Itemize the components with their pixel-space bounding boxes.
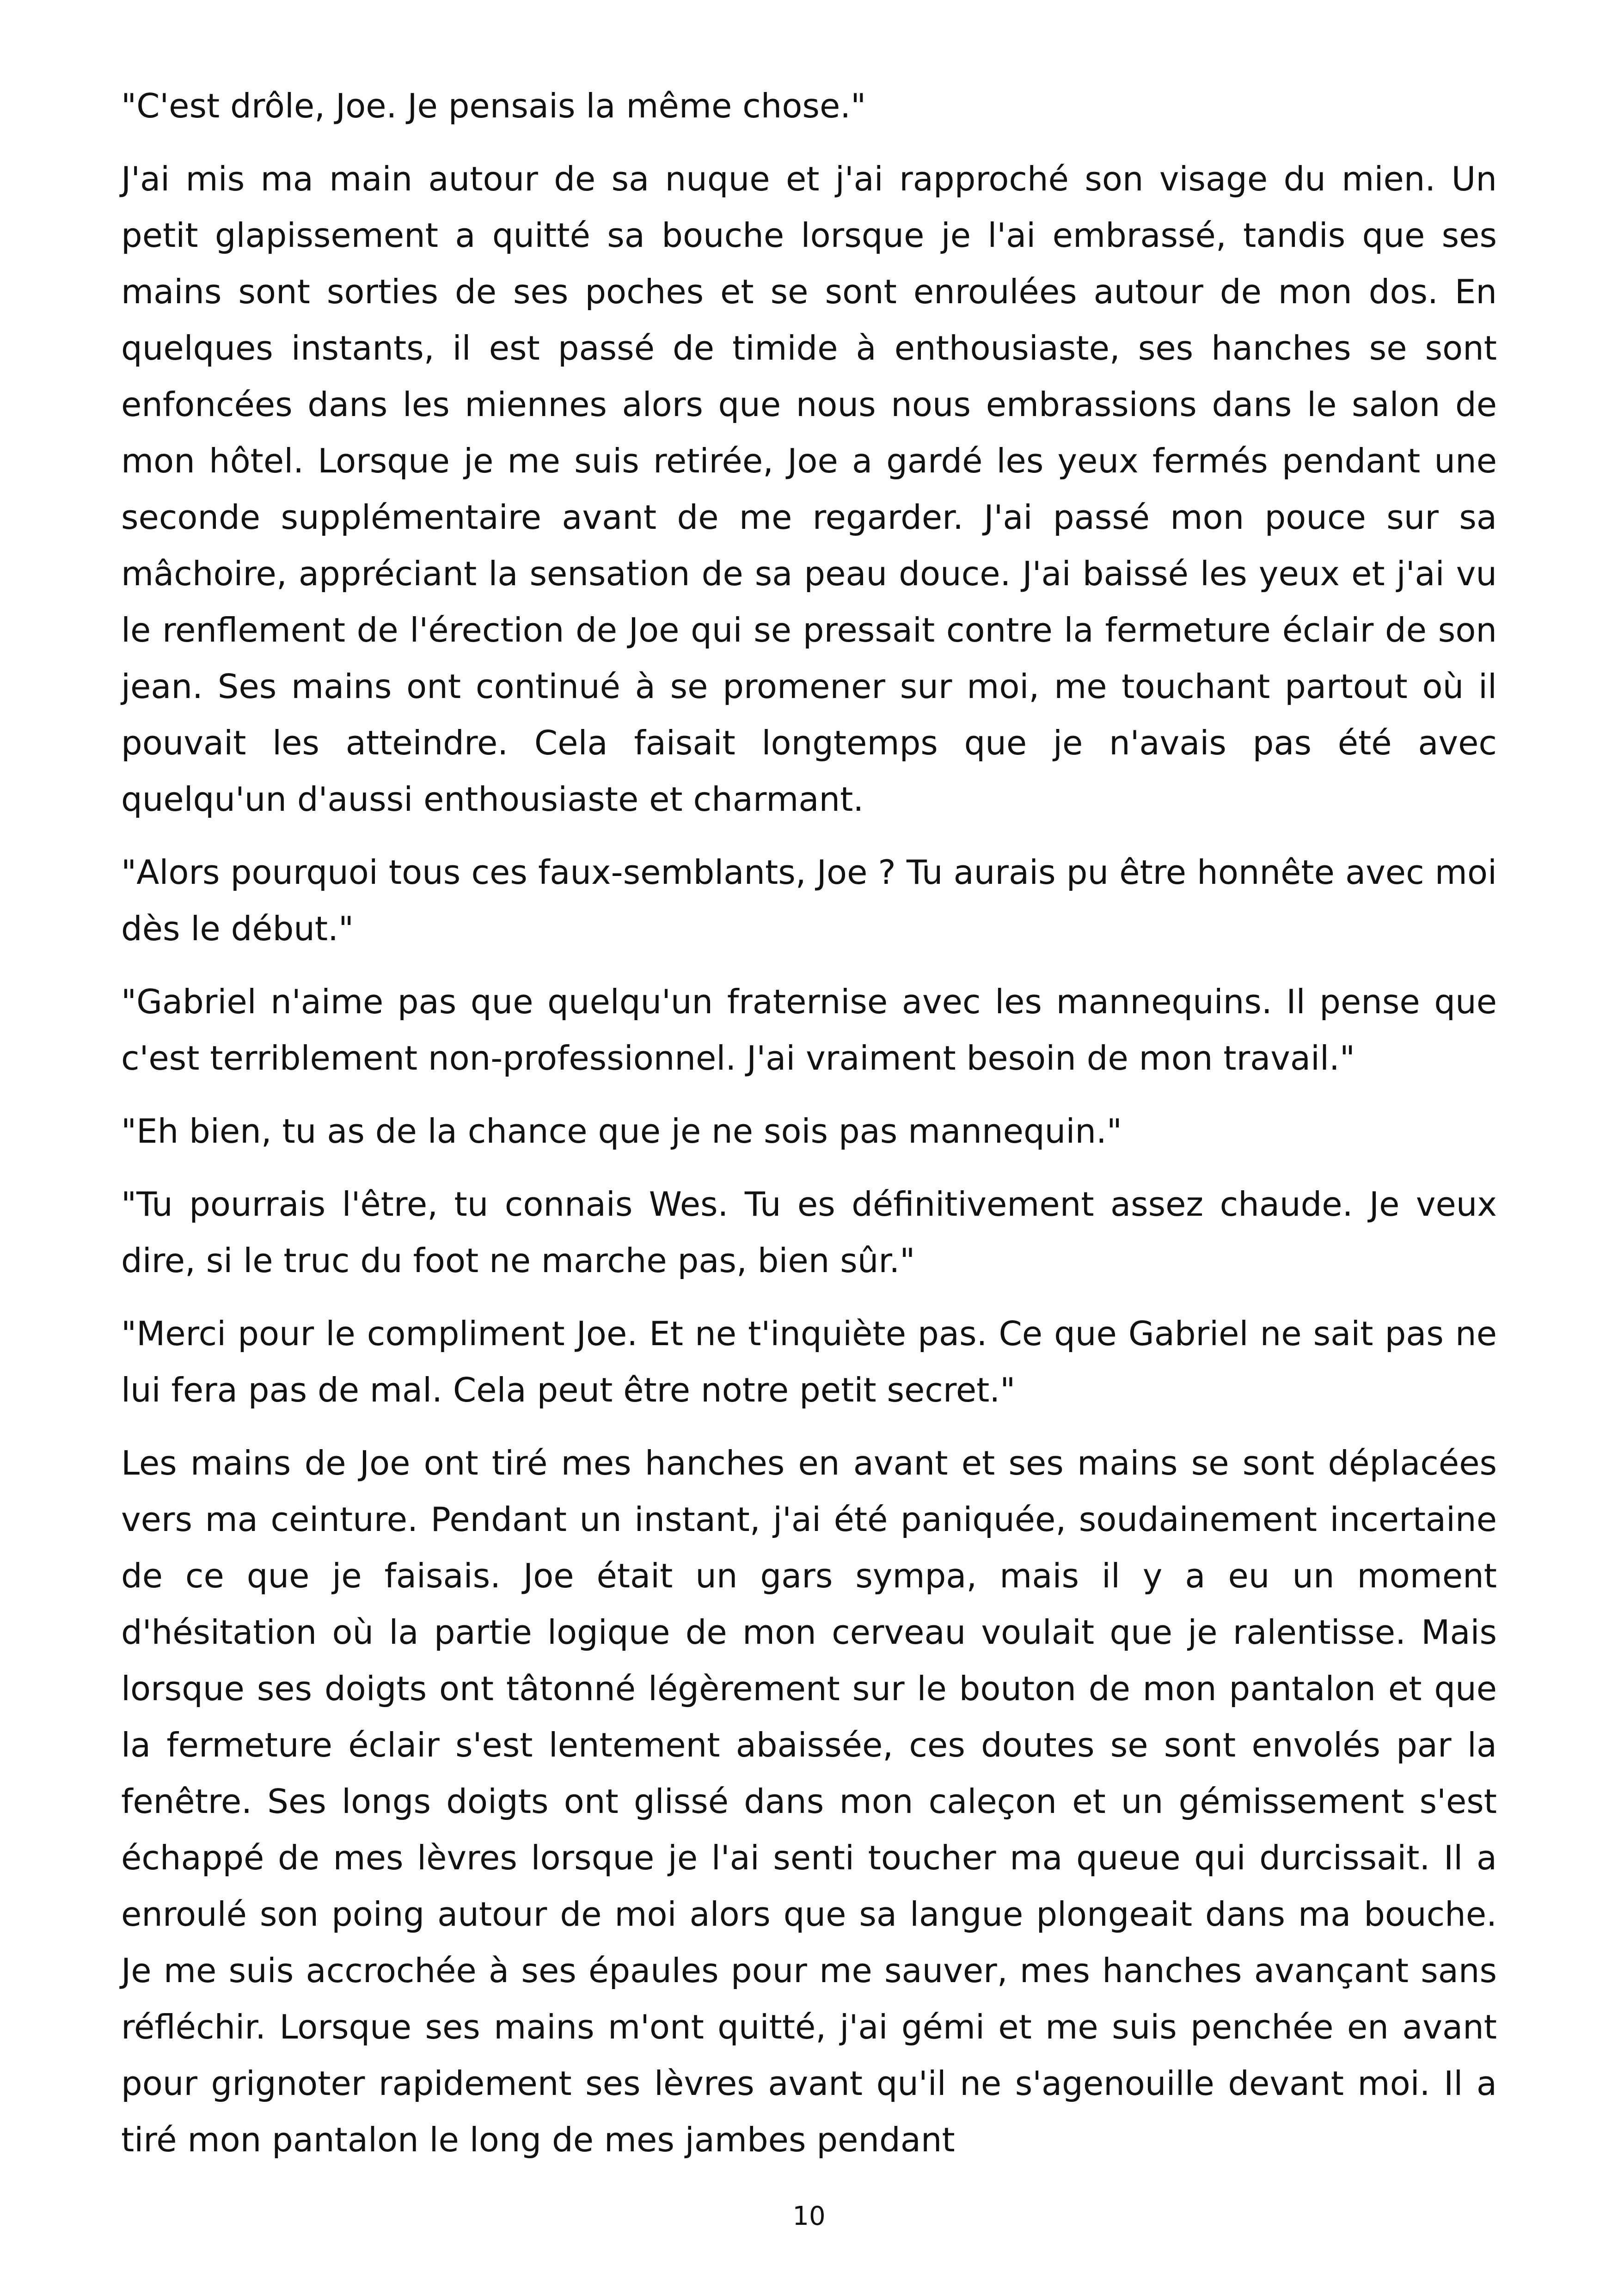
page-number: 10 (792, 2201, 826, 2231)
paragraph: "Merci pour le compliment Joe. Et ne t'inquiète pas. Ce que Gabriel ne sait pas ne lui fera pas de mal. Cela peut être notre petit secret." (121, 1314, 1497, 1409)
body-text (121, 78, 1497, 2185)
paragraph: "Eh bien, tu as de la chance que je ne sois pas mannequin." (121, 1112, 1122, 1151)
paragraph: "C'est drôle, Joe. Je pensais la même chose." (121, 86, 866, 125)
paragraph: "Alors pourquoi tous ces faux-semblants, Joe ? Tu aurais pu être honnête avec moi dès le début." (121, 853, 1497, 948)
paragraph: "Gabriel n'aime pas que quelqu'un fraternise avec les mannequins. Il pense que c'est terriblement non-professionnel. J'ai vraiment besoin de mon travail." (121, 982, 1497, 1078)
paragraph: "Tu pourrais l'être, tu connais Wes. Tu es définitivement assez chaude. Je veux dire, si le truc du foot ne marche pas, bien sûr." (121, 1185, 1497, 1280)
paragraph: Les mains de Joe ont tiré mes hanches en avant et ses mains se sont déplacées vers ma ceinture. Pendant un instant, j'ai été paniquée, soudainement incertaine de ce que je faisais. Joe était un gars sympa, mais il y a eu un moment d'hésitation où la partie logique de mon cerveau voulait que je ralentisse. Mais lorsque ses doigts ont tâtonné légèrement sur le bouton de mon pantalon et que la fermeture éclair s'est lentement abaissée, ces doutes se sont envolés par la fenêtre. Ses longs doigts ont glissé dans mon caleçon et un gémissement s'est échappé de mes lèvres lorsque je l'ai senti toucher ma queue qui durcissait. Il a enroulé son poing autour de moi alors que sa langue plongeait dans ma bouche. Je me suis accrochée à ses épaules pour me sauver, mes hanches avançant sans réfléchir. Lorsque ses mains m'ont quitté, j'ai gémi et me suis penchée en avant pour grignoter rapidement ses lèvres avant qu'il ne s'agenouille devant moi. Il a tiré mon pantalon le long de mes jambes pendant (121, 1444, 1497, 2159)
paragraph: J'ai mis ma main autour de sa nuque et j'ai rapproché son visage du mien. Un petit glapissement a quitté sa bouche lorsque je l'ai embrassé, tandis que ses mains sont sorties de ses poches et se sont enroulées autour de mon dos. En quelques instants, il est passé de timide à enthousiaste, ses hanches se sont enfoncées dans les miennes alors que nous nous embrassions dans le salon de mon hôtel. Lorsque je me suis retirée, Joe a gardé les yeux fermés pendant une seconde supplémentaire avant de me regarder. J'ai passé mon pouce sur sa mâchoire, appréciant la sensation de sa peau douce. J'ai baissé les yeux et j'ai vu le renflement de l'érection de Joe qui se pressait contre la fermeture éclair de son jean. Ses mains ont continué à se promener sur moi, me touchant partout où il pouvait les atteindre. Cela faisait longtemps que je n'avais pas été avec quelqu'un d'aussi enthousiaste et charmant. (121, 159, 1497, 819)
